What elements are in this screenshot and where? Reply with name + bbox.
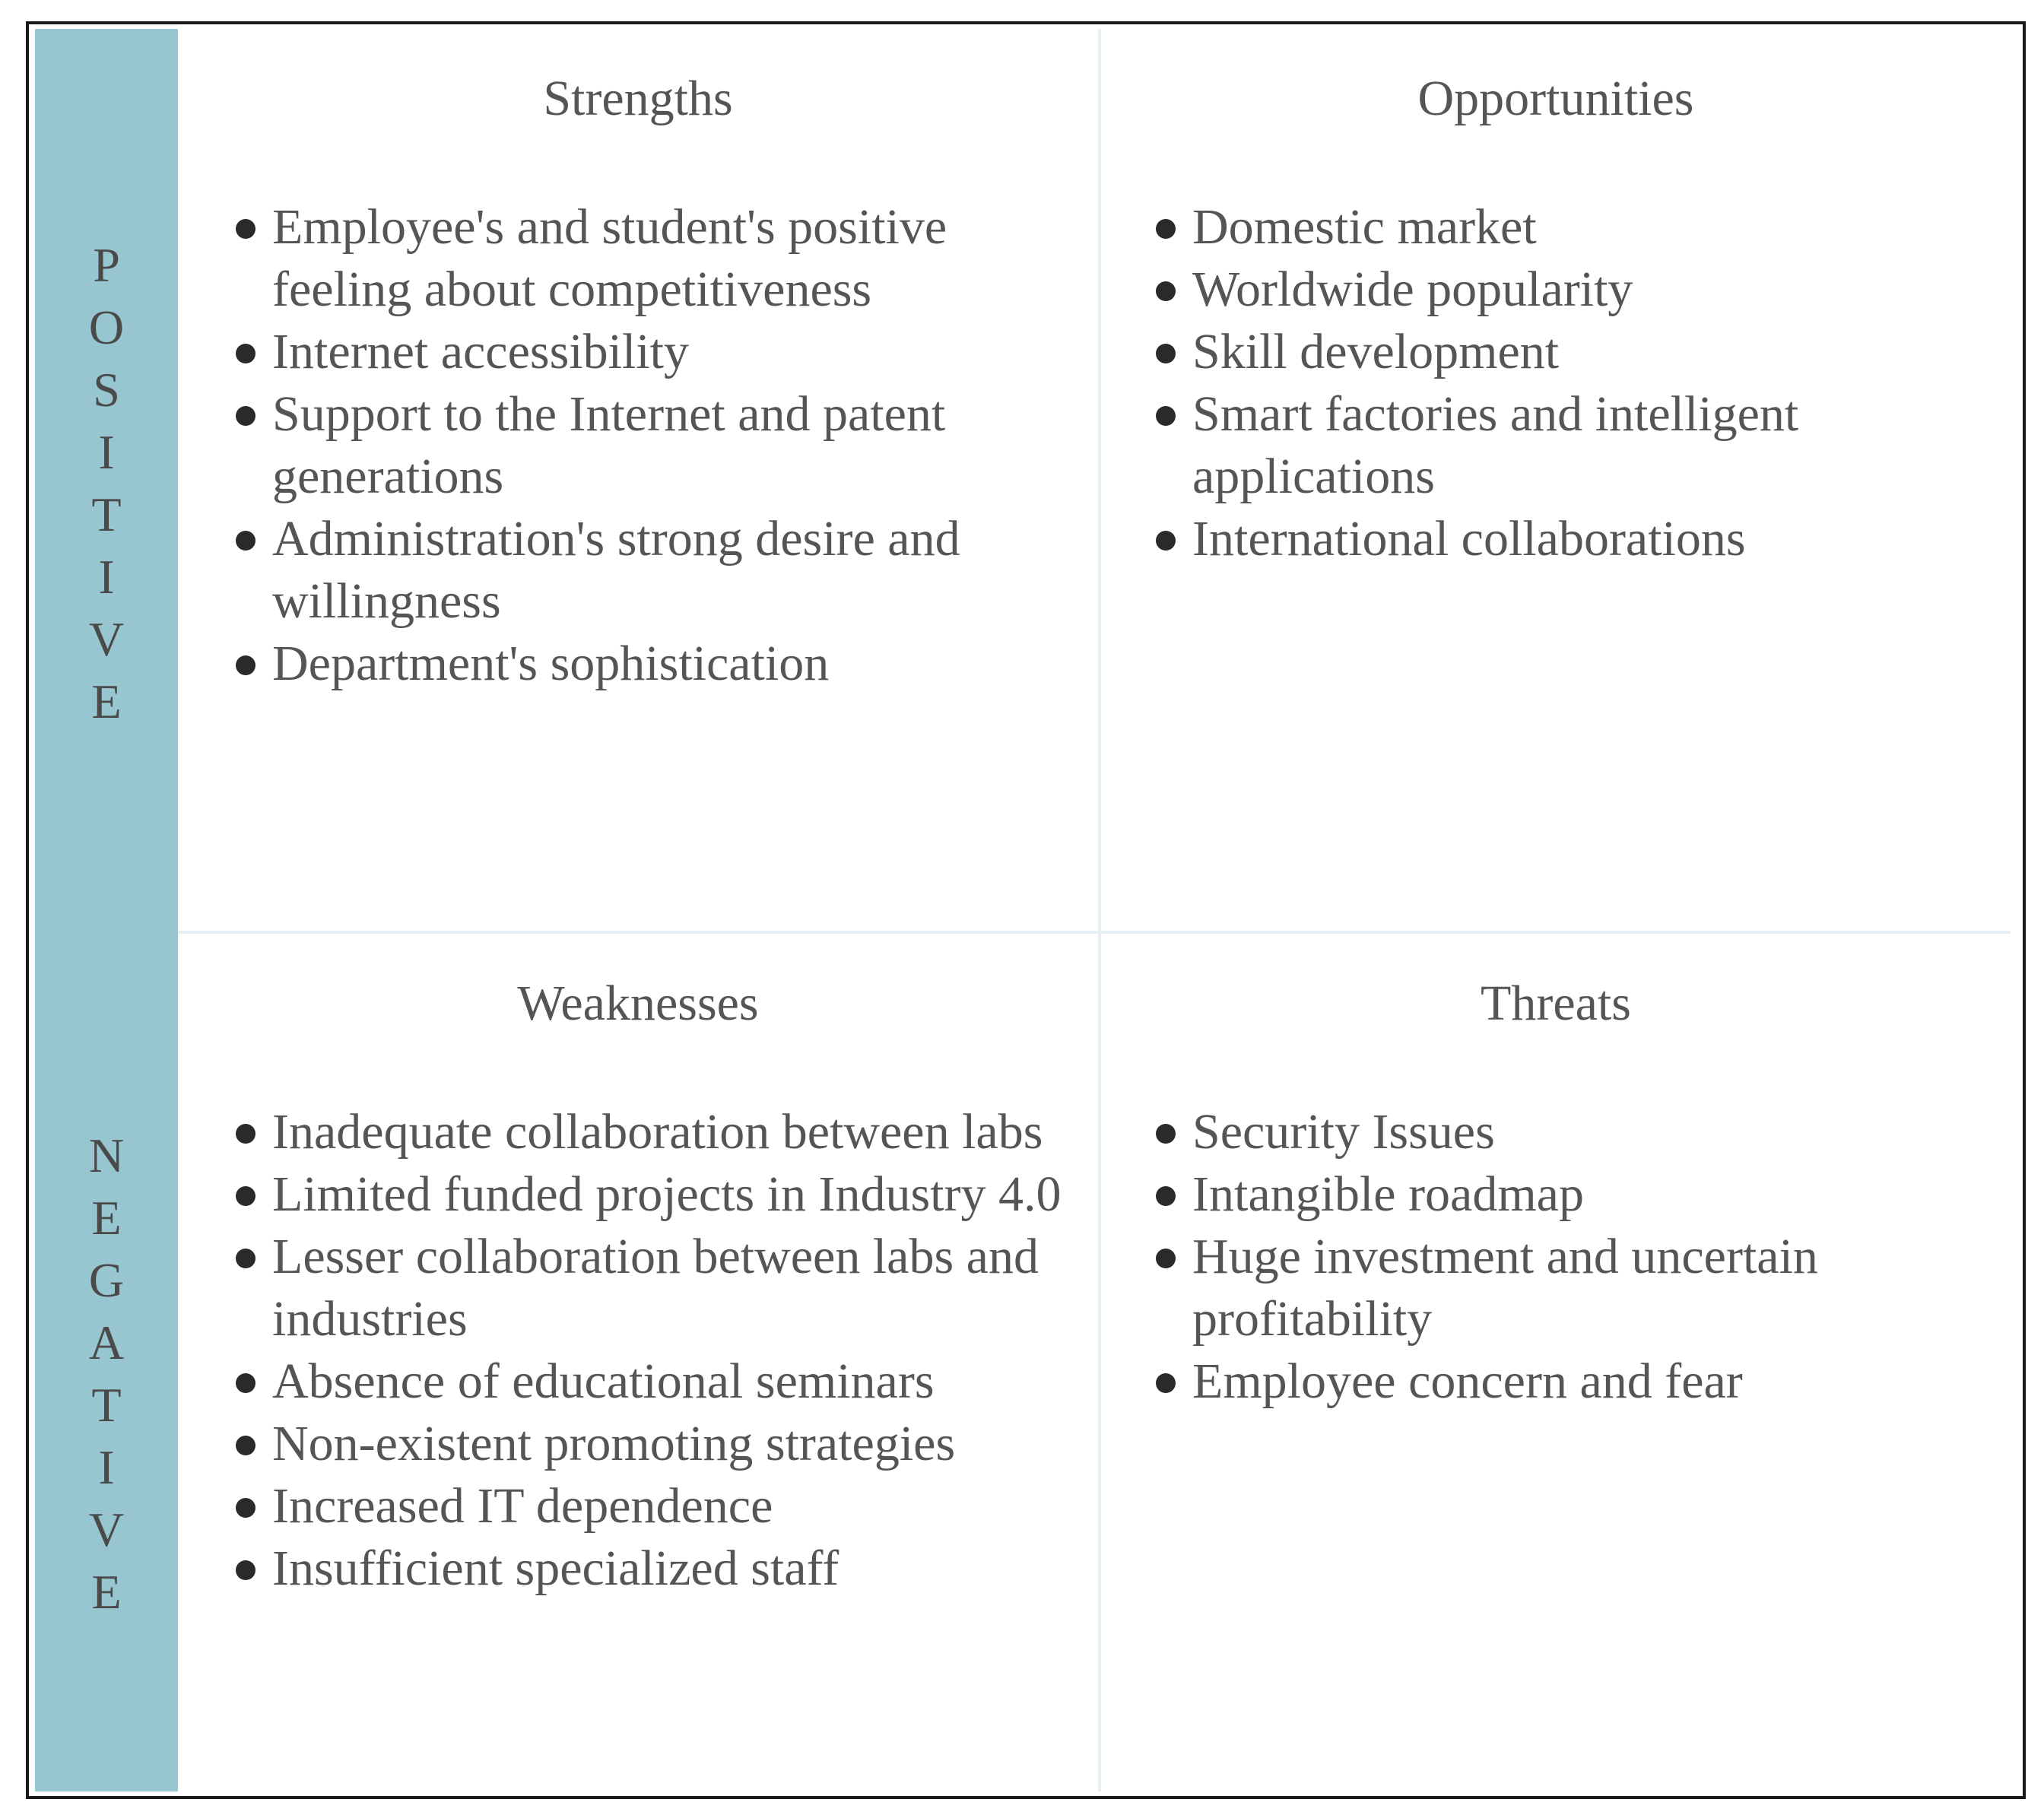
strengths-title: Strengths bbox=[543, 71, 733, 126]
list-item-text: Employee's and student's positive feeling about competitiveness bbox=[272, 199, 947, 317]
bullet-icon bbox=[1156, 219, 1176, 239]
positive-letter: V bbox=[88, 612, 125, 666]
sidebar bbox=[35, 29, 178, 1791]
list-item bbox=[231, 196, 1075, 321]
threats-list bbox=[1151, 1101, 1988, 1413]
opportunities-title: Opportunities bbox=[1417, 71, 1694, 126]
list-item-text: Increased IT dependence bbox=[272, 1478, 773, 1534]
opportunities-list bbox=[1151, 196, 1988, 570]
list-item bbox=[231, 1101, 1075, 1163]
negative-letter: T bbox=[91, 1378, 122, 1432]
bullet-icon bbox=[236, 531, 256, 551]
list-item-text: Support to the Internet and patent generations bbox=[272, 386, 946, 504]
swot-diagram bbox=[26, 21, 2026, 1799]
bullet-icon bbox=[236, 1249, 256, 1268]
list-item bbox=[231, 1413, 1075, 1475]
bullet-icon bbox=[236, 406, 256, 426]
bullet-icon bbox=[236, 1186, 256, 1206]
bullet-icon bbox=[1156, 406, 1176, 426]
list-item bbox=[231, 508, 1075, 633]
bullet-icon bbox=[236, 219, 256, 239]
negative-letter: N bbox=[88, 1128, 125, 1182]
list-item-text: Smart factories and intelligent applications bbox=[1192, 386, 1799, 504]
list-item bbox=[1151, 259, 1988, 321]
negative-letter: E bbox=[91, 1565, 122, 1619]
list-item-text: Intangible roadmap bbox=[1192, 1166, 1584, 1222]
list-item bbox=[1151, 508, 1988, 570]
list-item bbox=[231, 383, 1075, 508]
list-item bbox=[231, 1226, 1075, 1350]
bullet-icon bbox=[1156, 1249, 1176, 1268]
list-item-text: Insufficient specialized staff bbox=[272, 1541, 840, 1596]
list-item-text: Skill development bbox=[1192, 324, 1560, 379]
weaknesses-list bbox=[231, 1101, 1075, 1600]
list-item bbox=[231, 633, 1075, 695]
list-item bbox=[1151, 1350, 1988, 1413]
list-item-text: Non-existent promoting strategies bbox=[272, 1416, 956, 1471]
list-item bbox=[231, 1163, 1075, 1226]
bullet-icon bbox=[1156, 1373, 1176, 1393]
list-item-text: Department's sophistication bbox=[272, 636, 830, 691]
negative-letter: G bbox=[88, 1253, 125, 1307]
bullet-icon bbox=[1156, 281, 1176, 301]
positive-letter: O bbox=[88, 300, 125, 354]
positive-letter: T bbox=[91, 487, 122, 541]
list-item bbox=[1151, 1101, 1988, 1163]
list-item bbox=[1151, 383, 1988, 508]
list-item bbox=[231, 1538, 1075, 1600]
positive-letter: P bbox=[93, 238, 120, 292]
list-item-text: Security Issues bbox=[1192, 1104, 1495, 1160]
negative-letter: I bbox=[98, 1440, 115, 1494]
list-item bbox=[1151, 196, 1988, 259]
bullet-icon bbox=[236, 1436, 256, 1455]
strengths-quadrant bbox=[178, 29, 1098, 931]
negative-label bbox=[35, 1125, 178, 1623]
negative-band bbox=[35, 910, 178, 1791]
list-item-text: Limited funded projects in Industry 4.0 bbox=[272, 1166, 1062, 1222]
list-item-text: Employee concern and fear bbox=[1192, 1353, 1743, 1409]
negative-letter: A bbox=[88, 1315, 125, 1369]
positive-band bbox=[35, 29, 178, 910]
list-item-text: Huge investment and uncertain profitability bbox=[1192, 1229, 1818, 1347]
threats-title: Threats bbox=[1481, 976, 1631, 1031]
negative-letter: E bbox=[91, 1191, 122, 1245]
opportunities-quadrant bbox=[1101, 29, 2011, 931]
bullet-icon bbox=[236, 655, 256, 675]
list-item-text: Domestic market bbox=[1192, 199, 1537, 255]
bullet-icon bbox=[1156, 1124, 1176, 1144]
list-item bbox=[231, 321, 1075, 383]
list-item bbox=[1151, 321, 1988, 383]
bullet-icon bbox=[236, 1498, 256, 1518]
positive-letter: S bbox=[93, 363, 120, 417]
list-item bbox=[231, 1350, 1075, 1413]
positive-letter: I bbox=[98, 550, 115, 604]
negative-letter: V bbox=[88, 1503, 125, 1557]
list-item-text: Worldwide popularity bbox=[1192, 262, 1633, 317]
list-item-text: Administration's strong desire and willingness bbox=[272, 511, 960, 629]
positive-label bbox=[35, 234, 178, 733]
bullet-icon bbox=[1156, 344, 1176, 363]
strengths-list bbox=[231, 196, 1075, 695]
list-item-text: Internet accessibility bbox=[272, 324, 689, 379]
threats-quadrant bbox=[1101, 934, 2011, 1791]
bullet-icon bbox=[1156, 531, 1176, 551]
bullet-icon bbox=[236, 1124, 256, 1144]
list-item-text: International collaborations bbox=[1192, 511, 1746, 566]
positive-letter: E bbox=[91, 674, 122, 728]
bullet-icon bbox=[236, 344, 256, 363]
positive-letter: I bbox=[98, 425, 115, 479]
list-item bbox=[1151, 1226, 1988, 1350]
bullet-icon bbox=[1156, 1186, 1176, 1206]
bullet-icon bbox=[236, 1373, 256, 1393]
weaknesses-quadrant bbox=[178, 934, 1098, 1791]
list-item-text: Inadequate collaboration between labs bbox=[272, 1104, 1043, 1160]
list-item bbox=[231, 1475, 1075, 1538]
bullet-icon bbox=[236, 1560, 256, 1580]
weaknesses-title: Weaknesses bbox=[517, 976, 759, 1031]
list-item-text: Absence of educational seminars bbox=[272, 1353, 935, 1409]
list-item bbox=[1151, 1163, 1988, 1226]
list-item-text: Lesser collaboration between labs and industries bbox=[272, 1229, 1039, 1347]
swot-grid bbox=[178, 29, 2011, 1791]
